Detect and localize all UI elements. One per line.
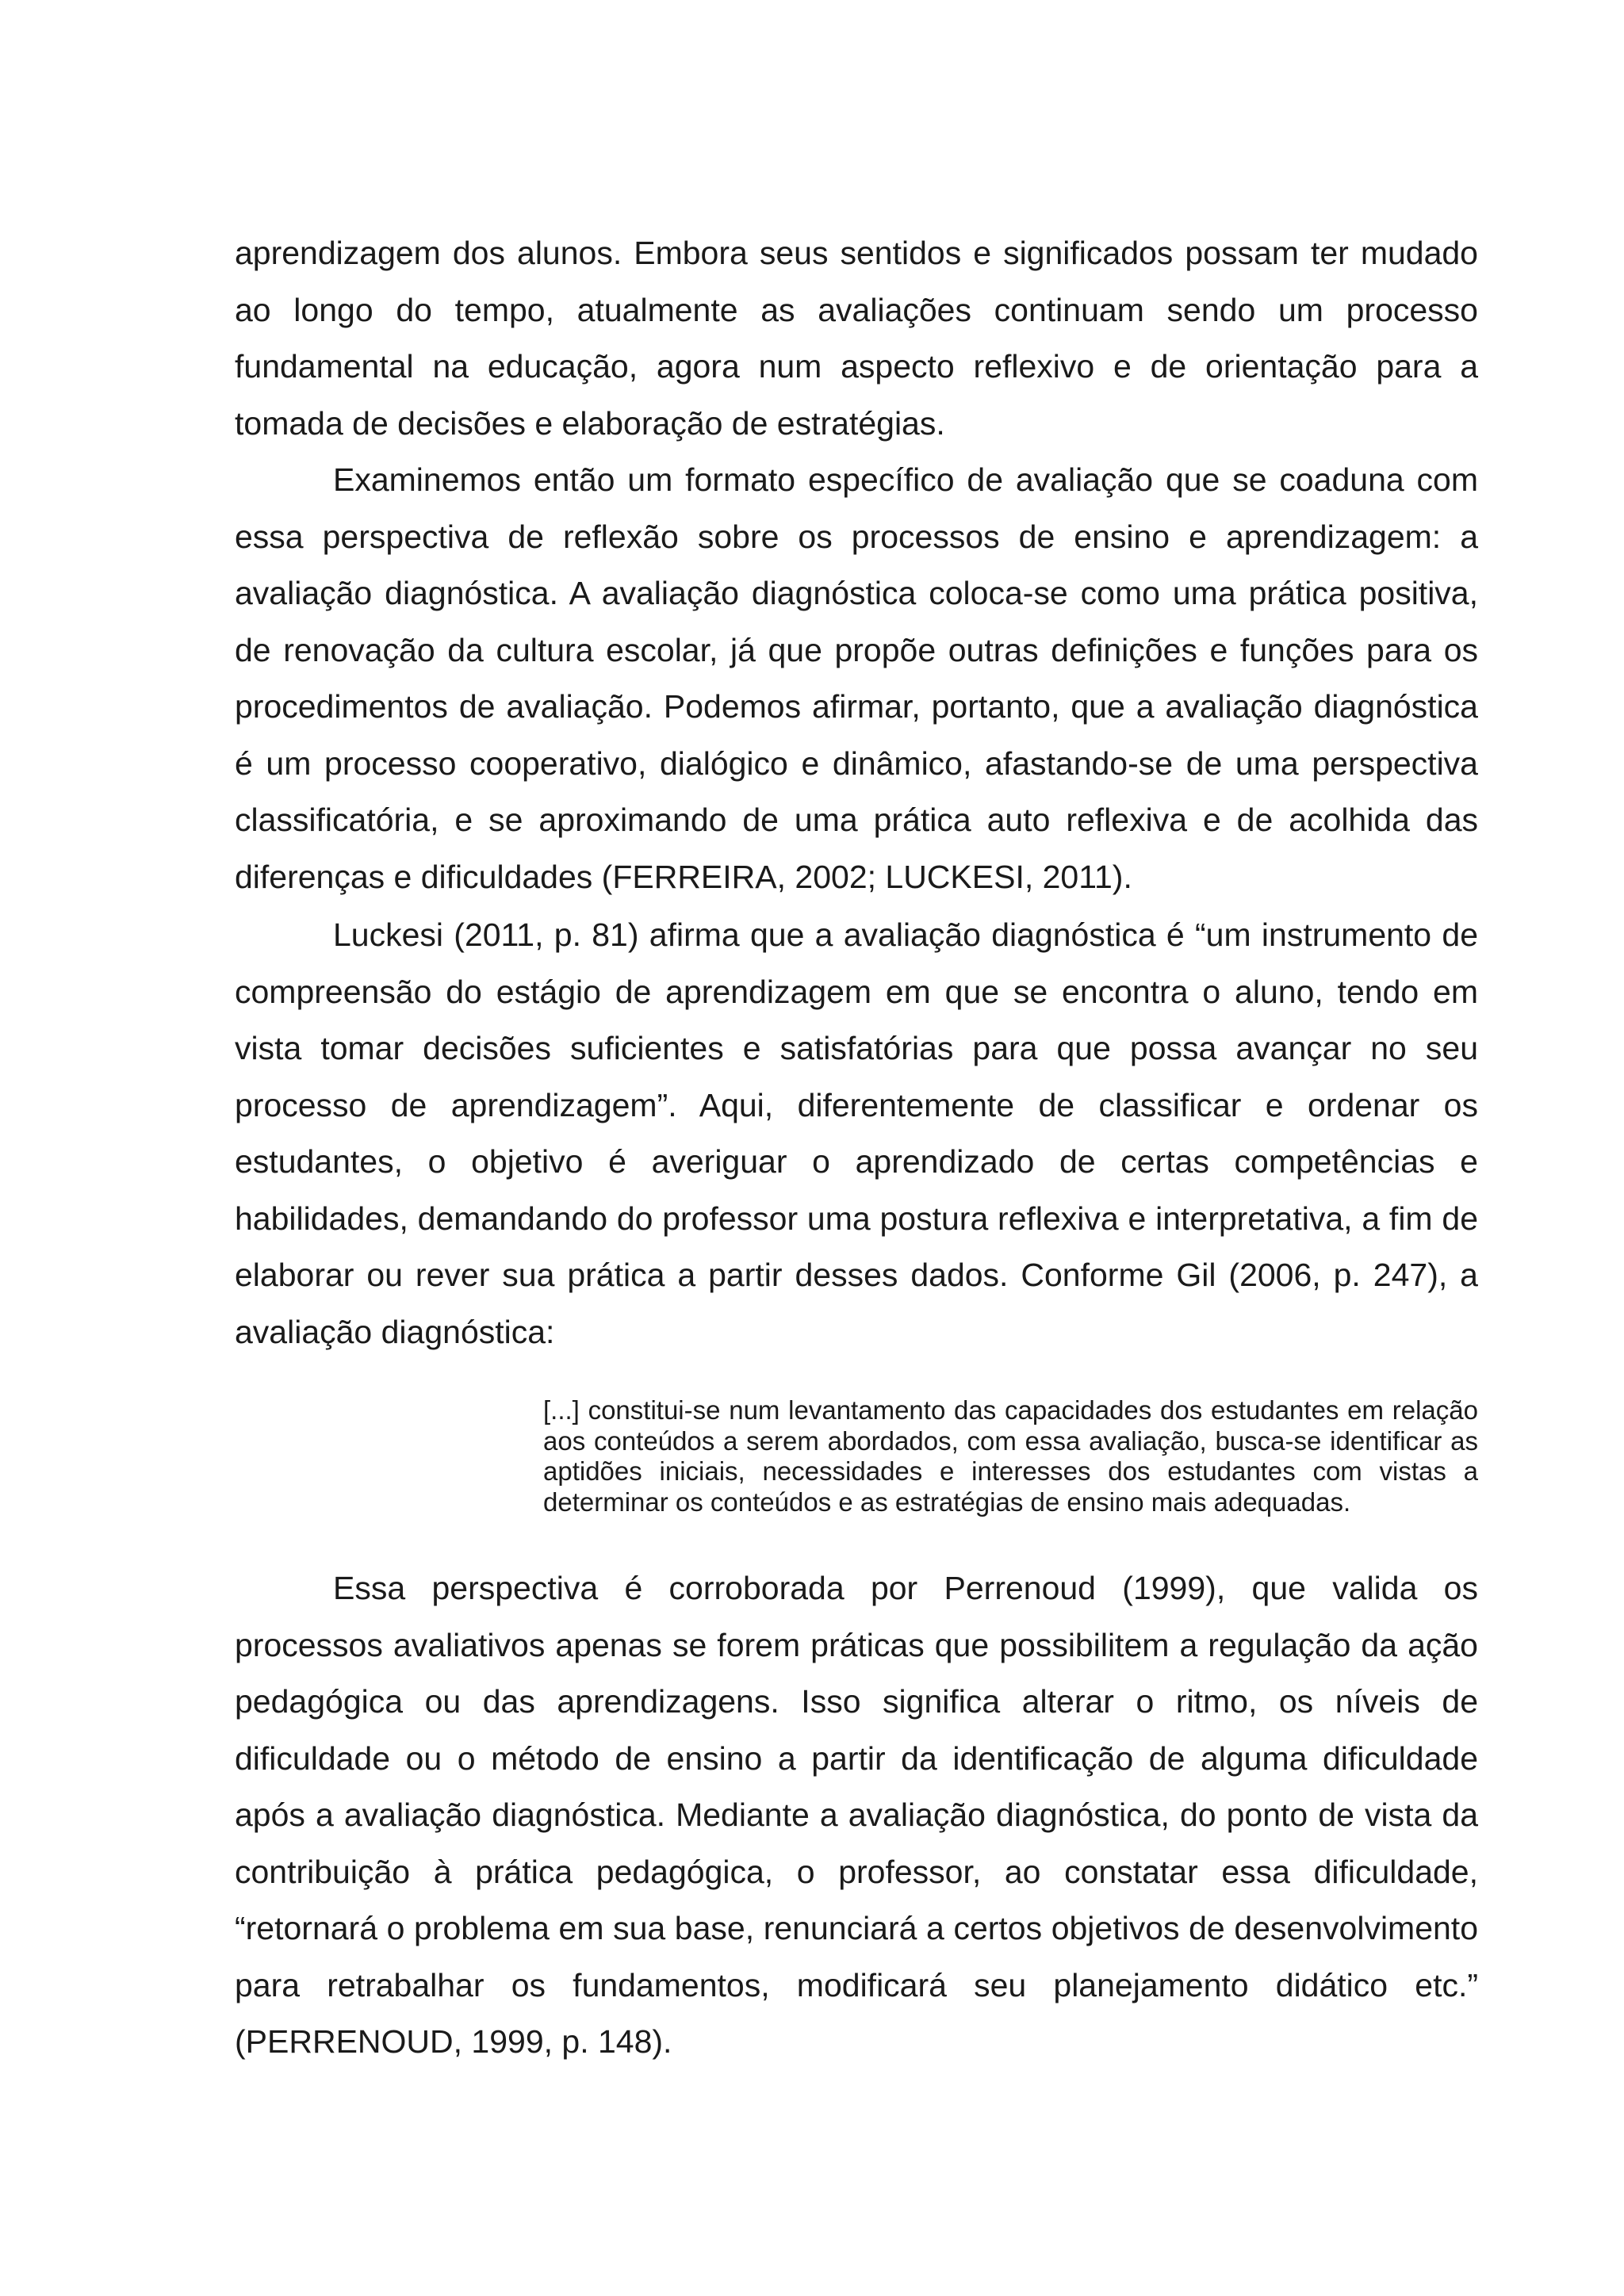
paragraph-continuation: aprendizagem dos alunos. Embora seus sentidos e significados possam ter mudado ao longo do tempo, atualmente as avaliações continuam sendo um processo fundamental na educação, agora num aspecto reflexivo e de orientação para a tomada de decisões e elaboração de estratégias.	[235, 235, 1478, 442]
paragraph-diagnostic-evaluation: Examinemos então um formato específico de avaliação que se coaduna com essa perspectiva de reflexão sobre os processos de ensino e aprendizagem: a avaliação diagnóstica. A avaliação diagnóstica coloca-se como uma prática positiva, de renovação da cultura escolar, já que propõe outras definições e funções para os procedimentos de avaliação. Podemos afirmar, portanto, que a avaliação diagnóstica é um processo cooperativo, dialógico e dinâmico, afastando-se de uma perspectiva classificatória, e se aproximando de uma prática auto reflexiva e de acolhida das diferenças e dificuldades (FERREIRA, 2002; LUCKESI, 2011).	[235, 461, 1478, 895]
block-quote-gil: [...] constitui-se num levantamento das capacidades dos estudantes em relação aos conteúdos a serem abordados, com essa avaliação, busca-se identificar as aptidões iniciais, necessidades e interesses dos estudantes com vistas a determinar os conteúdos e as estratégias de ensino mais adequadas.	[543, 1395, 1478, 1517]
paragraph-perrenoud: Essa perspectiva é corroborada por Perrenoud (1999), que valida os processos avaliativos apenas se forem práticas que possibilitem a regulação da ação pedagógica ou das aprendizagens. Isso significa alterar o ritmo, os níveis de dificuldade ou o método de ensino a partir da identificação de alguma dificuldade após a avaliação diagnóstica. Mediante a avaliação diagnóstica, do ponto de vista da contribuição à prática pedagógica, o professor, ao constatar essa dificuldade, “retornará o problema em sua base, renunciará a certos objetivos de desenvolvimento para retrabalhar os fundamentos, modificará seu planejamento didático etc.” (PERRENOUD, 1999, p. 148).	[235, 1570, 1478, 2060]
paragraph-luckesi: Luckesi (2011, p. 81) afirma que a avaliação diagnóstica é “um instrumento de compreensão do estágio de aprendizagem em que se encontra o aluno, tendo em vista tomar decisões suficientes e satisfatórias para que possa avançar no seu processo de aprendizagem”. Aqui, diferentemente de classificar e ordenar os estudantes, o objetivo é averiguar o aprendizado de certas competências e habilidades, demandando do professor uma postura reflexiva e interpretativa, a fim de elaborar ou rever sua prática a partir desses dados. Conforme Gil (2006, p. 247), a avaliação diagnóstica:	[235, 916, 1478, 1350]
